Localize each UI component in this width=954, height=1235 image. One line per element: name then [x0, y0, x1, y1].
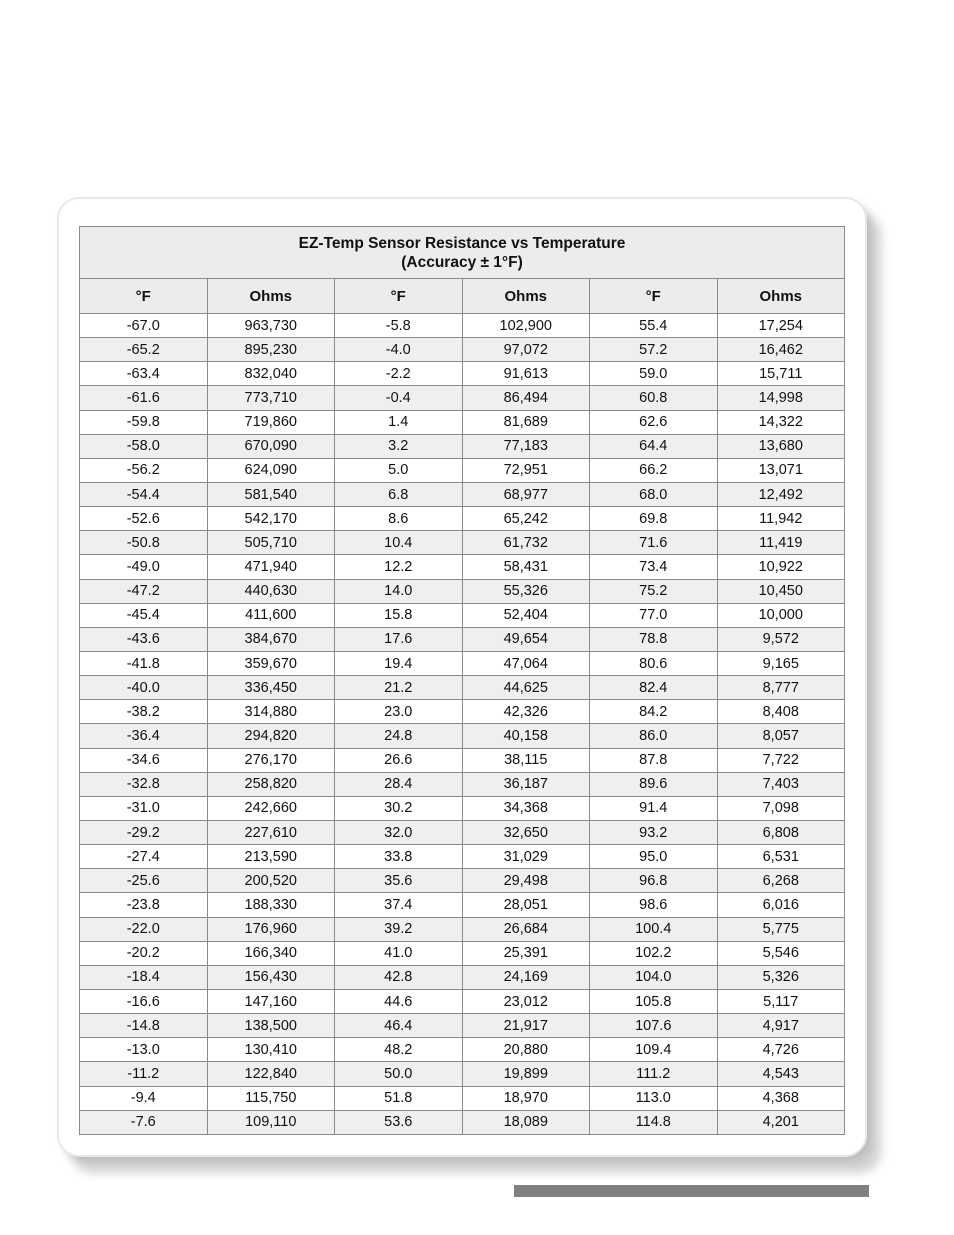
table-row	[80, 386, 845, 410]
temperature-cell: 53.6	[335, 1110, 463, 1134]
temperature-cell: 42.8	[335, 965, 463, 989]
temperature-cell: -61.6	[80, 386, 208, 410]
ohms-cell: 8,057	[717, 724, 845, 748]
ohms-cell: 97,072	[462, 338, 590, 362]
ohms-cell: 505,710	[207, 531, 335, 555]
temperature-cell: -49.0	[80, 555, 208, 579]
footer-bar	[514, 1185, 869, 1197]
ohms-cell: 86,494	[462, 386, 590, 410]
temperature-cell: -25.6	[80, 869, 208, 893]
column-header-fahrenheit-1: °F	[80, 279, 208, 314]
temperature-cell: 89.6	[590, 772, 718, 796]
ohms-cell: 10,000	[717, 603, 845, 627]
table-row	[80, 893, 845, 917]
table-row	[80, 338, 845, 362]
temperature-cell: 86.0	[590, 724, 718, 748]
table-row	[80, 820, 845, 844]
ohms-cell: 130,410	[207, 1038, 335, 1062]
table-row	[80, 917, 845, 941]
temperature-cell: 51.8	[335, 1086, 463, 1110]
temperature-cell: 15.8	[335, 603, 463, 627]
temperature-cell: -40.0	[80, 676, 208, 700]
temperature-cell: -56.2	[80, 458, 208, 482]
ohms-cell: 276,170	[207, 748, 335, 772]
ohms-cell: 15,711	[717, 362, 845, 386]
ohms-cell: 11,419	[717, 531, 845, 555]
ohms-cell: 4,201	[717, 1110, 845, 1134]
temperature-cell: -50.8	[80, 531, 208, 555]
temperature-cell: 60.8	[590, 386, 718, 410]
table-row	[80, 531, 845, 555]
temperature-cell: -0.4	[335, 386, 463, 410]
ohms-cell: 411,600	[207, 603, 335, 627]
ohms-cell: 25,391	[462, 941, 590, 965]
table-row	[80, 482, 845, 506]
temperature-cell: 3.2	[335, 434, 463, 458]
ohms-cell: 26,684	[462, 917, 590, 941]
ohms-cell: 670,090	[207, 434, 335, 458]
ohms-cell: 72,951	[462, 458, 590, 482]
table-title-line1: EZ-Temp Sensor Resistance vs Temperature	[298, 234, 626, 252]
temperature-cell: 96.8	[590, 869, 718, 893]
ohms-cell: 314,880	[207, 700, 335, 724]
ohms-cell: 4,917	[717, 1014, 845, 1038]
ohms-cell: 122,840	[207, 1062, 335, 1086]
ohms-cell: 963,730	[207, 314, 335, 338]
table-row	[80, 724, 845, 748]
temperature-cell: 39.2	[335, 917, 463, 941]
ohms-cell: 28,051	[462, 893, 590, 917]
temperature-cell: -13.0	[80, 1038, 208, 1062]
temperature-cell: 21.2	[335, 676, 463, 700]
column-header-ohms-3: Ohms	[717, 279, 845, 314]
ohms-cell: 18,089	[462, 1110, 590, 1134]
ohms-cell: 242,660	[207, 796, 335, 820]
ohms-cell: 24,169	[462, 965, 590, 989]
ohms-cell: 65,242	[462, 507, 590, 531]
ohms-cell: 624,090	[207, 458, 335, 482]
ohms-cell: 5,117	[717, 989, 845, 1013]
table-row	[80, 1110, 845, 1134]
ohms-cell: 61,732	[462, 531, 590, 555]
ohms-cell: 23,012	[462, 989, 590, 1013]
ohms-cell: 6,808	[717, 820, 845, 844]
temperature-cell: 78.8	[590, 627, 718, 651]
ohms-cell: 188,330	[207, 893, 335, 917]
table-row	[80, 579, 845, 603]
ohms-cell: 38,115	[462, 748, 590, 772]
ohms-cell: 4,368	[717, 1086, 845, 1110]
temperature-cell: 109.4	[590, 1038, 718, 1062]
table-row	[80, 1086, 845, 1110]
ohms-cell: 102,900	[462, 314, 590, 338]
temperature-cell: 68.0	[590, 482, 718, 506]
temperature-cell: 75.2	[590, 579, 718, 603]
ohms-cell: 7,098	[717, 796, 845, 820]
table-row	[80, 748, 845, 772]
ohms-cell: 20,880	[462, 1038, 590, 1062]
temperature-cell: 55.4	[590, 314, 718, 338]
temperature-cell: 59.0	[590, 362, 718, 386]
ohms-cell: 440,630	[207, 579, 335, 603]
table-row	[80, 507, 845, 531]
ohms-cell: 6,016	[717, 893, 845, 917]
temperature-cell: 24.8	[335, 724, 463, 748]
ohms-cell: 6,268	[717, 869, 845, 893]
ohms-cell: 34,368	[462, 796, 590, 820]
table-row	[80, 965, 845, 989]
temperature-cell: 71.6	[590, 531, 718, 555]
temperature-cell: 46.4	[335, 1014, 463, 1038]
table-row	[80, 772, 845, 796]
ohms-cell: 19,899	[462, 1062, 590, 1086]
temperature-cell: 100.4	[590, 917, 718, 941]
column-header-fahrenheit-2: °F	[335, 279, 463, 314]
temperature-cell: 62.6	[590, 410, 718, 434]
temperature-cell: -31.0	[80, 796, 208, 820]
temperature-cell: -63.4	[80, 362, 208, 386]
table-row	[80, 941, 845, 965]
ohms-cell: 109,110	[207, 1110, 335, 1134]
ohms-cell: 8,408	[717, 700, 845, 724]
temperature-cell: 111.2	[590, 1062, 718, 1086]
temperature-cell: 41.0	[335, 941, 463, 965]
temperature-cell: 35.6	[335, 869, 463, 893]
temperature-cell: 28.4	[335, 772, 463, 796]
temperature-cell: -23.8	[80, 893, 208, 917]
temperature-cell: 69.8	[590, 507, 718, 531]
table-row	[80, 845, 845, 869]
ohms-cell: 336,450	[207, 676, 335, 700]
ohms-cell: 77,183	[462, 434, 590, 458]
temperature-cell: 107.6	[590, 1014, 718, 1038]
table-row	[80, 651, 845, 675]
temperature-cell: -58.0	[80, 434, 208, 458]
ohms-cell: 11,942	[717, 507, 845, 531]
ohms-cell: 58,431	[462, 555, 590, 579]
ohms-cell: 49,654	[462, 627, 590, 651]
temperature-cell: 6.8	[335, 482, 463, 506]
temperature-cell: -11.2	[80, 1062, 208, 1086]
ohms-cell: 91,613	[462, 362, 590, 386]
temperature-cell: 48.2	[335, 1038, 463, 1062]
temperature-cell: -29.2	[80, 820, 208, 844]
ohms-cell: 40,158	[462, 724, 590, 748]
ohms-cell: 176,960	[207, 917, 335, 941]
table-row	[80, 700, 845, 724]
ohms-cell: 81,689	[462, 410, 590, 434]
temperature-cell: 95.0	[590, 845, 718, 869]
ohms-cell: 9,572	[717, 627, 845, 651]
temperature-cell: 12.2	[335, 555, 463, 579]
ohms-cell: 13,071	[717, 458, 845, 482]
temperature-cell: -34.6	[80, 748, 208, 772]
temperature-cell: 77.0	[590, 603, 718, 627]
temperature-cell: -22.0	[80, 917, 208, 941]
temperature-cell: -27.4	[80, 845, 208, 869]
ohms-cell: 36,187	[462, 772, 590, 796]
temperature-cell: 14.0	[335, 579, 463, 603]
temperature-cell: 33.8	[335, 845, 463, 869]
ohms-cell: 16,462	[717, 338, 845, 362]
table-row	[80, 362, 845, 386]
temperature-cell: 30.2	[335, 796, 463, 820]
ohms-cell: 5,326	[717, 965, 845, 989]
temperature-cell: 17.6	[335, 627, 463, 651]
temperature-cell: 66.2	[590, 458, 718, 482]
ohms-cell: 5,546	[717, 941, 845, 965]
ohms-cell: 14,998	[717, 386, 845, 410]
ohms-cell: 55,326	[462, 579, 590, 603]
ohms-cell: 7,403	[717, 772, 845, 796]
temperature-cell: -38.2	[80, 700, 208, 724]
ohms-cell: 32,650	[462, 820, 590, 844]
temperature-cell: 113.0	[590, 1086, 718, 1110]
temperature-cell: 64.4	[590, 434, 718, 458]
ohms-cell: 17,254	[717, 314, 845, 338]
temperature-cell: 93.2	[590, 820, 718, 844]
temperature-cell: 26.6	[335, 748, 463, 772]
temperature-cell: -67.0	[80, 314, 208, 338]
temperature-cell: 102.2	[590, 941, 718, 965]
table-row	[80, 627, 845, 651]
ohms-cell: 359,670	[207, 651, 335, 675]
ohms-cell: 68,977	[462, 482, 590, 506]
temperature-cell: 104.0	[590, 965, 718, 989]
table-title	[80, 227, 845, 279]
ohms-cell: 44,625	[462, 676, 590, 700]
table-row	[80, 1014, 845, 1038]
temperature-cell: 23.0	[335, 700, 463, 724]
temperature-cell: -16.6	[80, 989, 208, 1013]
temperature-cell: 87.8	[590, 748, 718, 772]
table-row	[80, 1062, 845, 1086]
ohms-cell: 12,492	[717, 482, 845, 506]
temperature-cell: -36.4	[80, 724, 208, 748]
temperature-cell: 98.6	[590, 893, 718, 917]
ohms-cell: 200,520	[207, 869, 335, 893]
temperature-cell: 82.4	[590, 676, 718, 700]
ohms-cell: 581,540	[207, 482, 335, 506]
ohms-cell: 773,710	[207, 386, 335, 410]
ohms-cell: 8,777	[717, 676, 845, 700]
table-wrapper	[79, 226, 844, 1135]
temperature-cell: -54.4	[80, 482, 208, 506]
temperature-cell: 50.0	[335, 1062, 463, 1086]
temperature-cell: 80.6	[590, 651, 718, 675]
ohms-cell: 6,531	[717, 845, 845, 869]
table-row	[80, 603, 845, 627]
ohms-cell: 10,450	[717, 579, 845, 603]
temperature-cell: -52.6	[80, 507, 208, 531]
ohms-cell: 5,775	[717, 917, 845, 941]
ohms-cell: 227,610	[207, 820, 335, 844]
temperature-cell: 1.4	[335, 410, 463, 434]
ohms-cell: 384,670	[207, 627, 335, 651]
temperature-cell: 114.8	[590, 1110, 718, 1134]
ohms-cell: 7,722	[717, 748, 845, 772]
table-row	[80, 434, 845, 458]
ohms-cell: 29,498	[462, 869, 590, 893]
ohms-cell: 13,680	[717, 434, 845, 458]
temperature-cell: 10.4	[335, 531, 463, 555]
ohms-cell: 31,029	[462, 845, 590, 869]
column-header-fahrenheit-3: °F	[590, 279, 718, 314]
resistance-temperature-table	[79, 226, 845, 1135]
table-row	[80, 314, 845, 338]
temperature-cell: 32.0	[335, 820, 463, 844]
table-row	[80, 555, 845, 579]
ohms-cell: 9,165	[717, 651, 845, 675]
table-title-line2: (Accuracy ± 1°F)	[401, 253, 523, 271]
column-header-ohms-2: Ohms	[462, 279, 590, 314]
ohms-cell: 147,160	[207, 989, 335, 1013]
temperature-cell: 73.4	[590, 555, 718, 579]
ohms-cell: 138,500	[207, 1014, 335, 1038]
ohms-cell: 10,922	[717, 555, 845, 579]
ohms-cell: 258,820	[207, 772, 335, 796]
temperature-cell: 105.8	[590, 989, 718, 1013]
temperature-cell: -45.4	[80, 603, 208, 627]
table-body	[80, 314, 845, 1135]
ohms-cell: 166,340	[207, 941, 335, 965]
temperature-cell: -59.8	[80, 410, 208, 434]
ohms-cell: 156,430	[207, 965, 335, 989]
temperature-cell: -43.6	[80, 627, 208, 651]
temperature-cell: 44.6	[335, 989, 463, 1013]
ohms-cell: 18,970	[462, 1086, 590, 1110]
temperature-cell: -32.8	[80, 772, 208, 796]
column-header-ohms-1: Ohms	[207, 279, 335, 314]
temperature-cell: 57.2	[590, 338, 718, 362]
ohms-cell: 52,404	[462, 603, 590, 627]
temperature-cell: -18.4	[80, 965, 208, 989]
ohms-cell: 895,230	[207, 338, 335, 362]
ohms-cell: 115,750	[207, 1086, 335, 1110]
column-header-row	[80, 279, 845, 314]
table-row	[80, 410, 845, 434]
temperature-cell: -7.6	[80, 1110, 208, 1134]
ohms-cell: 719,860	[207, 410, 335, 434]
temperature-cell: -41.8	[80, 651, 208, 675]
table-row	[80, 1038, 845, 1062]
temperature-cell: -9.4	[80, 1086, 208, 1110]
temperature-cell: -2.2	[335, 362, 463, 386]
temperature-cell: 19.4	[335, 651, 463, 675]
table-row	[80, 676, 845, 700]
temperature-cell: -65.2	[80, 338, 208, 362]
temperature-cell: -4.0	[335, 338, 463, 362]
temperature-cell: -5.8	[335, 314, 463, 338]
table-card	[57, 197, 867, 1157]
ohms-cell: 21,917	[462, 1014, 590, 1038]
table-row	[80, 796, 845, 820]
ohms-cell: 471,940	[207, 555, 335, 579]
temperature-cell: 5.0	[335, 458, 463, 482]
ohms-cell: 213,590	[207, 845, 335, 869]
table-row	[80, 869, 845, 893]
temperature-cell: 91.4	[590, 796, 718, 820]
table-row	[80, 989, 845, 1013]
table-row	[80, 458, 845, 482]
ohms-cell: 832,040	[207, 362, 335, 386]
ohms-cell: 47,064	[462, 651, 590, 675]
temperature-cell: -20.2	[80, 941, 208, 965]
ohms-cell: 4,543	[717, 1062, 845, 1086]
temperature-cell: 8.6	[335, 507, 463, 531]
temperature-cell: 84.2	[590, 700, 718, 724]
temperature-cell: -47.2	[80, 579, 208, 603]
ohms-cell: 294,820	[207, 724, 335, 748]
temperature-cell: 37.4	[335, 893, 463, 917]
ohms-cell: 42,326	[462, 700, 590, 724]
ohms-cell: 14,322	[717, 410, 845, 434]
ohms-cell: 542,170	[207, 507, 335, 531]
ohms-cell: 4,726	[717, 1038, 845, 1062]
temperature-cell: -14.8	[80, 1014, 208, 1038]
